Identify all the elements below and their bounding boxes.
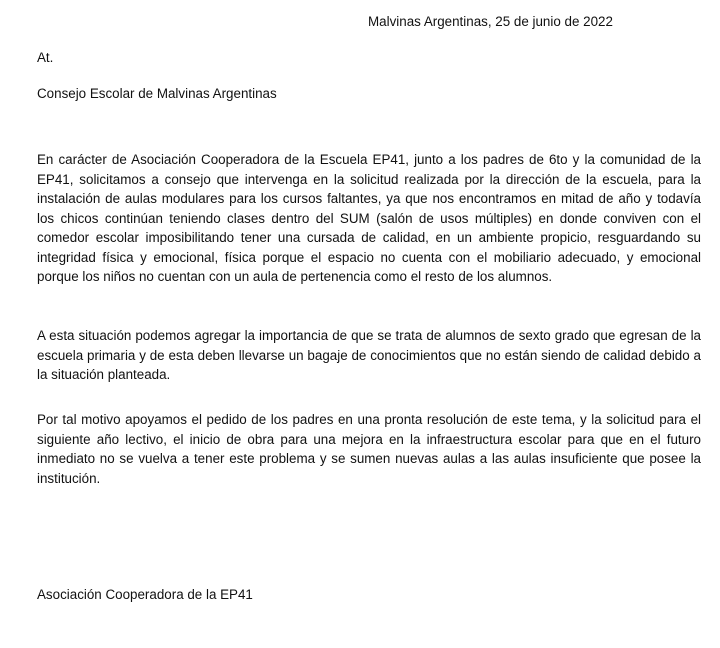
signature: Asociación Cooperadora de la EP41	[37, 587, 253, 602]
date-line: Malvinas Argentinas, 25 de junio de 2022	[368, 14, 613, 29]
paragraph-support: Por tal motivo apoyamos el pedido de los padres en una pronta resolución de este tema, y la solicitud para el siguiente año lectivo, el inicio de obra para una mejora en la infraestructura escolar para que en el futuro inmediato no se vuelva a tener este problema y se sumen nuevas aulas a las aulas insuficiente que posee la institución.	[37, 412, 701, 486]
recipient: Consejo Escolar de Malvinas Argentinas	[37, 86, 277, 101]
paragraph-situation: A esta situación podemos agregar la importancia de que se trata de alumnos de sexto grado que egresan de la escuela primaria y de esta deben llevarse un bagaje de conocimientos que no están siendo de calidad debido a la situación planteada.	[37, 328, 701, 382]
recipient-prefix: At.	[37, 50, 54, 65]
paragraph-request: En carácter de Asociación Cooperadora de la Escuela EP41, junto a los padres de 6to y la comunidad de la EP41, solicitamos a consejo que intervenga en la solicitud realizada por la dirección de la escuela, para la instalación de aulas modulares para los cursos faltantes, ya que nos encontramos en mitad de año y todavía los chicos continúan teniendo clases dentro del SUM (salón de usos múltiples) en donde conviven con el comedor escolar imposibilitando tener una cursada de calidad, en un ambiente propicio, resguardando su integridad física y emocional, física porque el espacio no cuenta con el mobiliario adecuado, y emocional porque los niños no cuentan con un aula de pertenencia como el resto de los alumnos.	[37, 152, 701, 284]
